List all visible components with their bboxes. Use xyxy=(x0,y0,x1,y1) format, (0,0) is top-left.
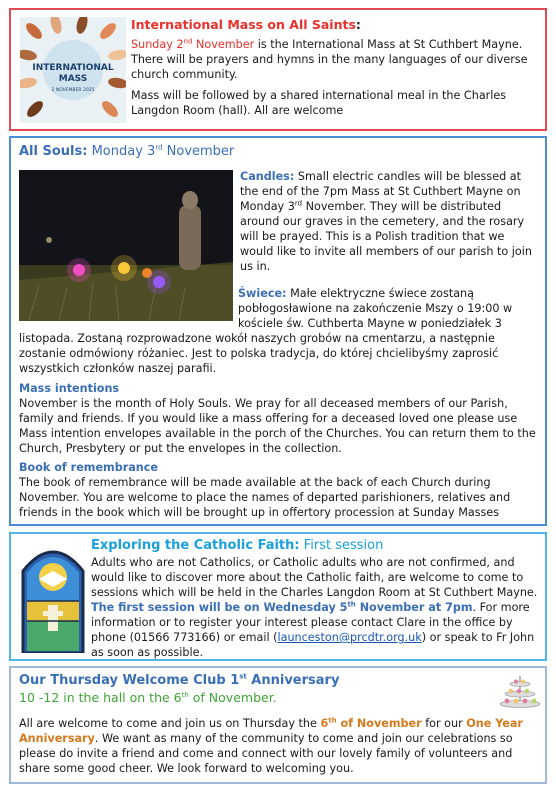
mass-paragraph-2: Mass will be followed by a shared international meal in the Charles Langdon Room (hall). All are welcome xyxy=(131,89,507,117)
candles-paragraph: Candles: Small electric candles will be blessed at the end of the 7pm Mass at St Cuthbert Mayne on Monday 3rd November. They will be distributed around our graves in the cemetery, and the rosary will be prayed. This is a Polish tradition that we would like to invite all members of our parish to join us in. xyxy=(240,170,532,273)
welcome-club-box xyxy=(9,666,547,784)
svg-text:MASS: MASS xyxy=(58,74,88,84)
svg-text:INTERNATIONAL: INTERNATIONAL xyxy=(32,63,114,73)
swiece-paragraph: Świece: Małe elektryczne świece zostaną pobłogosławione na zakończenie Mszy o 19:00 w kościele św. Cuthberta Mayne w poniedziałek 3 listopada. Zostaną rozprowadzone wokół naszych grobów na cmentarzu, a następnie zostanie odmówiony różaniec. Jest to polska tradycja, do której chcielibyśmy zaprosić wszystkich członków naszej parafii. xyxy=(19,287,513,375)
book-of-remembrance-text: The book of remembrance will be made available at the back of each Church during November. You are welcome to place the names of departed parishioners, relatives and friends in the book which will be brought up in offertory procession at Sunday Masses xyxy=(19,476,511,519)
mass-intentions-text: November is the month of Holy Souls. We pray for all deceased members of our Parish, family and friends. If you would like a mass offering for a deceased loved one please use Mass intention envelopes available in the porch of the Churches. You can return them to the Church, Presbytery or put the envelopes in the collection. xyxy=(19,397,536,455)
mass-paragraph-1: Sunday 2nd November is the International Mass at St Cuthbert Mayne. There will be prayers and hymns in the many languages of our diverse church community. xyxy=(131,37,528,81)
statue-icon xyxy=(179,205,201,270)
welcome-club-text: All are welcome to come and join us on Thursday the 6th of November for our One Year Anniversary. We want as many of the community to come and join our celebrations so please do invite a friend and come and connect with our lovely family of volunteers and share some good cheer. We look forward to welcoming you. xyxy=(19,716,523,775)
international-mass-logo xyxy=(20,17,126,123)
catholic-faith-text: Adults who are not Catholics, or Catholic adults who are not confirmed, and would like to discover more about the Catholic faith, are welcome to come to sessions which will be held in the Charles Langdon Room at St Cuthbert Mayne. The first session will be on Wednesday 5th November at 7pm. For more information or to register your interest please contact Clare in the office by phone (01566 773166) or email (launceston@prcdtr.org.uk) or speak to Fr John as soon as possible. xyxy=(91,556,538,659)
catholic-faith-title: Exploring the Catholic Faith: First session xyxy=(91,538,384,553)
mass-title: International Mass on All Saints: xyxy=(131,17,361,32)
mass-intentions-heading: Mass intentions xyxy=(19,382,120,395)
stained-glass-icon xyxy=(19,541,87,653)
catholic-faith-box xyxy=(9,532,547,661)
svg-text:2 NOVEMBER 2025: 2 NOVEMBER 2025 xyxy=(51,88,95,93)
email-link[interactable]: launceston@prcdtr.org.uk xyxy=(277,631,422,644)
all-souls-box xyxy=(9,136,547,526)
cake-stand-icon xyxy=(497,674,543,710)
all-souls-title: All Souls: Monday 3rd November xyxy=(19,143,235,159)
welcome-club-when: 10 -12 in the hall on the 6th of November. xyxy=(19,690,277,705)
international-mass-box xyxy=(9,8,547,131)
welcome-club-title: Our Thursday Welcome Club 1st Anniversary xyxy=(19,672,340,688)
book-of-remembrance-heading: Book of remembrance xyxy=(19,461,158,474)
